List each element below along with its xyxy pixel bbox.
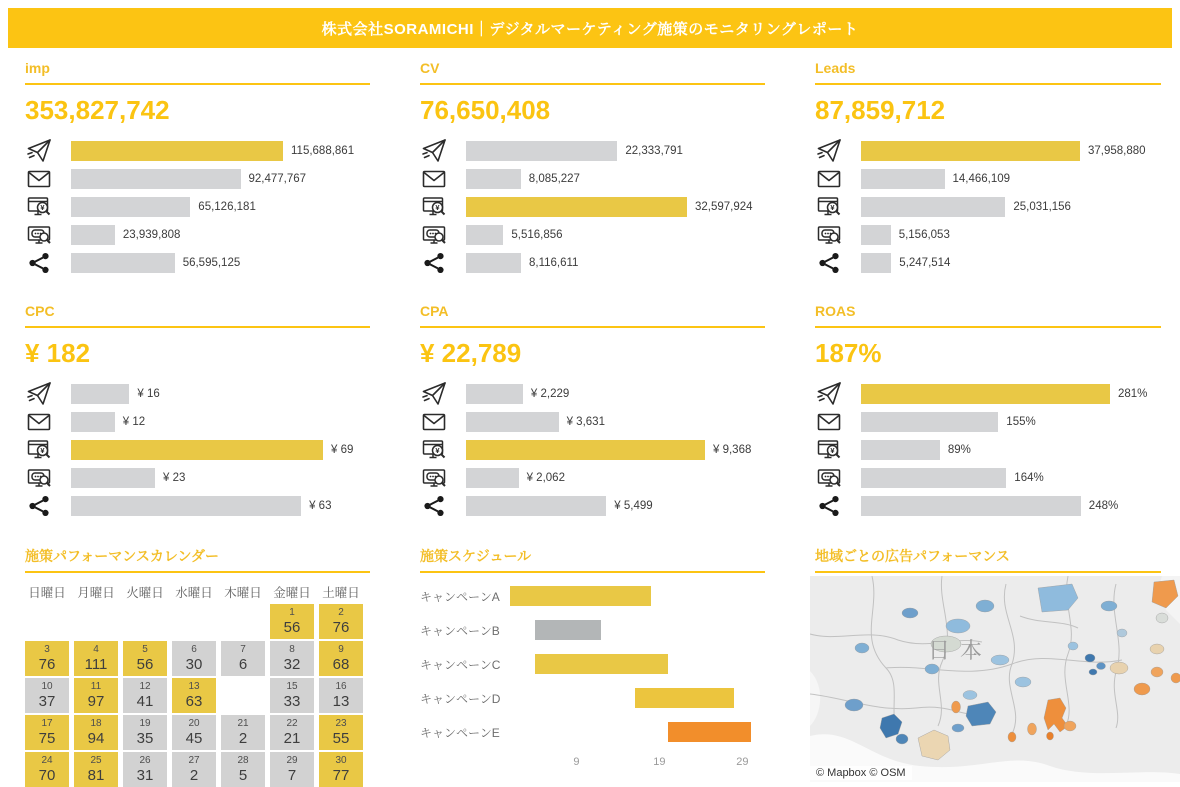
channel-bar-row [420,169,765,189]
map-country-label: 日本 [928,638,993,663]
report-header [8,8,1172,48]
bar-value-label: ¥ 5,499 [614,500,653,512]
channel-bar-row [420,253,765,273]
calendar-empty-cell [172,604,216,639]
day-value: 32 [283,655,301,673]
panel-divider [420,571,765,573]
day-number: 5 [142,644,148,656]
calendar-day-cell[interactable] [25,641,69,676]
sns-ad-icon [25,222,53,248]
kpi-total-value: 87,859,712 [815,95,946,125]
channel-bar[interactable] [71,253,175,273]
paper-plane-icon [420,381,448,407]
calendar-empty-cell [74,604,118,639]
calendar-day-cell[interactable] [319,641,363,676]
day-number: 28 [237,755,249,767]
calendar-empty-cell [221,678,265,713]
svg-text:¥: ¥ [435,446,440,455]
bar-value-label: 8,085,227 [528,173,580,185]
campaign-label: キャンペーンD [420,691,501,706]
weekday-label: 木曜日 [224,586,262,600]
share-icon [25,493,53,519]
channel-bar[interactable] [861,169,945,189]
weekday-label: 日曜日 [28,586,66,600]
day-value: 41 [136,692,154,710]
day-number: 3 [44,644,50,656]
calendar-day-cell[interactable] [270,715,314,750]
share-icon [815,493,843,519]
calendar-empty-cell [123,604,167,639]
day-value: 6 [238,655,248,673]
calendar-day-cell[interactable] [172,752,216,787]
calendar-day-cell[interactable] [123,678,167,713]
panel-divider [420,83,765,85]
panel-title: CPA [420,303,449,319]
report-title: 株式会社SORAMICHI｜デジタルマーケティング施策のモニタリングレポート [321,20,859,38]
bar-value-label: 5,156,053 [898,229,950,241]
envelope-icon [815,166,843,192]
calendar-day-cell[interactable] [74,752,118,787]
envelope-icon [420,409,448,435]
weekday-label: 月曜日 [77,586,115,600]
bar-value-label: 89% [947,444,971,456]
panel-title: imp [25,60,50,76]
paper-plane-icon [815,381,843,407]
day-value: 45 [185,729,203,747]
kpi-panel-leads [815,60,1161,281]
share-icon [25,250,53,276]
day-number: 26 [139,755,151,767]
panel-divider [815,326,1161,328]
channel-bar-row [25,384,370,404]
channel-bar-row [420,197,765,217]
day-value: 21 [283,729,301,747]
day-value: 2 [189,766,199,784]
day-value: 30 [185,655,203,673]
kpi-panel-imp [25,60,370,281]
channel-bar[interactable] [466,197,687,217]
channel-bar[interactable] [466,253,521,273]
sns-ad-icon [420,222,448,248]
day-number: 2 [338,607,344,619]
bar-value-label: 56,595,125 [182,257,241,269]
calendar-day-cell[interactable] [270,678,314,713]
panel-title: CV [420,60,440,76]
channel-bar-row [420,412,765,432]
channel-bar[interactable] [466,169,521,189]
day-number: 9 [338,644,344,656]
day-value: 97 [87,692,105,710]
day-number: 21 [237,718,249,730]
calendar-day-cell[interactable] [319,678,363,713]
panel-title: 施策パフォーマンスカレンダー [25,548,219,564]
calendar-day-cell[interactable] [74,715,118,750]
channel-bar-chart [25,384,370,516]
channel-bar-chart [420,141,765,273]
day-number: 19 [139,718,151,730]
day-value: 33 [283,692,301,710]
gantt-row [420,688,765,708]
gantt-x-axis [420,756,765,770]
search-ad-icon [420,194,448,220]
channel-bar[interactable] [71,440,323,460]
channel-bar[interactable] [861,412,998,432]
channel-bar-row [25,141,370,161]
channel-bar[interactable] [71,468,155,488]
kpi-total-value: ¥ 182 [25,338,91,368]
weekday-label: 水曜日 [175,586,213,600]
day-value: 56 [136,655,154,673]
bar-value-label: 65,126,181 [198,201,256,213]
search-ad-icon [25,194,53,220]
gantt-bar[interactable] [668,722,751,742]
day-value: 56 [283,618,301,636]
calendar-day-cell[interactable] [221,715,265,750]
calendar-day-cell[interactable] [123,715,167,750]
svg-text:¥: ¥ [40,446,45,455]
channel-bar[interactable] [71,169,241,189]
search-ad-icon [815,437,843,463]
calendar-day-cell[interactable] [270,641,314,676]
day-number: 27 [188,755,200,767]
day-value: 37 [38,692,56,710]
map-attribution[interactable]: © Mapbox © OSM [810,766,912,780]
day-value: 31 [136,766,154,784]
channel-bar-row [25,496,370,516]
share-icon [420,493,448,519]
channel-bar-row [815,197,1161,217]
calendar-day-cell[interactable] [25,752,69,787]
panel-title: 施策スケジュール [420,548,532,564]
calendar-day-cell[interactable] [221,752,265,787]
calendar-day-cell[interactable] [319,752,363,787]
channel-bar[interactable] [466,440,705,460]
channel-bar[interactable] [861,225,891,245]
calendar-day-cell[interactable] [123,752,167,787]
channel-bar-row [815,253,1161,273]
gantt-row [420,620,765,640]
gantt-chart [420,586,765,742]
bar-value-label: ¥ 23 [163,472,186,484]
share-icon [815,250,843,276]
gantt-bar[interactable] [535,654,668,674]
region-map[interactable] [810,576,1180,782]
panel-title: 地域ごとの広告パフォーマンス [815,548,1010,564]
bar-value-label: 5,247,514 [899,257,951,269]
weekday-label: 土曜日 [322,586,360,600]
calendar-grid [25,604,370,787]
campaign-label: キャンペーンC [420,657,501,672]
sns-ad-icon [815,465,843,491]
gantt-bar[interactable] [635,688,735,708]
svg-text:¥: ¥ [40,203,45,212]
search-ad-icon [25,437,53,463]
calendar-day-cell[interactable] [123,641,167,676]
day-number: 25 [90,755,102,767]
channel-bar-chart [25,141,370,273]
panel-divider [815,571,1161,573]
channel-bar-row [420,225,765,245]
channel-bar[interactable] [861,384,1110,404]
paper-plane-icon [25,381,53,407]
schedule-panel [420,548,765,770]
bar-value-label: 22,333,791 [625,145,683,157]
calendar-weekday-header [25,583,370,601]
day-number: 12 [139,681,151,693]
channel-bar-row [815,412,1161,432]
envelope-icon [25,166,53,192]
channel-bar-row [420,496,765,516]
channel-bar[interactable] [466,468,519,488]
share-icon [420,250,448,276]
day-number: 22 [286,718,298,730]
channel-bar[interactable] [466,225,503,245]
channel-bar[interactable] [71,197,190,217]
bar-value-label: 37,958,880 [1088,145,1146,157]
day-number: 7 [240,644,246,656]
channel-bar-row [25,169,370,189]
campaign-label: キャンペーンB [420,623,500,638]
day-number: 15 [286,681,298,693]
kpi-panel-roas [815,303,1161,524]
calendar-day-cell[interactable] [172,715,216,750]
channel-bar[interactable] [861,468,1006,488]
sns-ad-icon [25,465,53,491]
day-value: 77 [332,766,350,784]
weekday-label: 金曜日 [273,586,311,600]
calendar-empty-cell [221,604,265,639]
channel-bar[interactable] [466,496,606,516]
campaign-label: キャンペーンA [420,589,500,604]
calendar-day-cell[interactable] [74,678,118,713]
calendar-panel [25,548,370,787]
channel-bar[interactable] [466,141,617,161]
paper-plane-icon [420,138,448,164]
day-value: 35 [136,729,154,747]
channel-bar-row [420,141,765,161]
day-number: 24 [41,755,53,767]
sns-ad-icon [815,222,843,248]
sns-ad-icon [420,465,448,491]
day-value: 75 [38,729,56,747]
day-value: 68 [332,655,350,673]
day-value: 76 [38,655,56,673]
bar-value-label: 164% [1014,472,1044,484]
bar-value-label: ¥ 3,631 [566,416,605,428]
gantt-bar[interactable] [510,586,651,606]
gantt-row [420,654,765,674]
panel-title: Leads [815,60,856,76]
bar-value-label: 25,031,156 [1013,201,1071,213]
channel-bar-row [815,440,1161,460]
day-value: 81 [87,766,105,784]
day-value: 111 [84,655,108,673]
day-value: 63 [185,692,203,710]
kpi-total-value: 187% [815,338,882,368]
channel-bar-row [815,496,1161,516]
channel-bar-row [25,197,370,217]
channel-bar-row [420,384,765,404]
campaign-label: キャンペーンE [420,725,500,740]
bar-value-label: ¥ 69 [331,444,354,456]
day-number: 8 [289,644,295,656]
bar-value-label: ¥ 63 [309,500,332,512]
channel-bar-row [25,253,370,273]
channel-bar[interactable] [71,412,115,432]
channel-bar-row [25,440,370,460]
channel-bar-chart [815,141,1161,273]
day-number: 29 [286,755,298,767]
bar-value-label: ¥ 16 [137,388,160,400]
svg-text:¥: ¥ [830,446,835,455]
day-number: 4 [93,644,99,656]
panel-divider [815,83,1161,85]
channel-bar[interactable] [466,412,559,432]
panel-divider [25,83,370,85]
svg-text:¥: ¥ [830,203,835,212]
bar-value-label: 155% [1006,416,1036,428]
bar-value-label: 92,477,767 [248,173,307,185]
svg-text:¥: ¥ [435,203,440,212]
gantt-row [420,586,765,606]
channel-bar[interactable] [861,440,940,460]
kpi-total-value: ¥ 22,789 [420,338,522,368]
kpi-panel-cv [420,60,765,281]
channel-bar[interactable] [861,141,1080,161]
channel-bar-row [420,440,765,460]
channel-bar-row [25,225,370,245]
panel-divider [25,326,370,328]
search-ad-icon [420,437,448,463]
day-number: 17 [41,718,53,730]
channel-bar-row [25,468,370,488]
channel-bar[interactable] [71,384,129,404]
bar-value-label: 248% [1088,500,1119,512]
channel-bar-row [25,412,370,432]
calendar-day-cell[interactable] [25,715,69,750]
channel-bar[interactable] [71,225,115,245]
channel-bar-row [420,468,765,488]
day-number: 18 [90,718,102,730]
bar-value-label: 23,939,808 [122,229,181,241]
paper-plane-icon [815,138,843,164]
search-ad-icon [815,194,843,220]
bar-value-label: ¥ 9,368 [713,444,752,456]
bar-value-label: 115,688,861 [291,145,355,157]
channel-bar-chart [420,384,765,516]
calendar-day-cell[interactable] [172,678,216,713]
day-number: 1 [289,607,295,619]
day-number: 10 [41,681,53,693]
axis-tick-label: 29 [736,756,749,768]
calendar-day-cell[interactable] [270,752,314,787]
channel-bar[interactable] [861,496,1081,516]
calendar-day-cell[interactable] [319,715,363,750]
channel-bar[interactable] [466,384,523,404]
day-number: 20 [188,718,200,730]
axis-tick-label: 19 [653,756,666,768]
day-number: 16 [335,681,347,693]
calendar-day-cell[interactable] [25,678,69,713]
kpi-total-value: 353,827,742 [25,95,170,125]
channel-bar-row [815,169,1161,189]
channel-bar-row [815,141,1161,161]
kpi-total-value: 76,650,408 [420,95,551,125]
bar-value-label: 5,516,856 [511,229,563,241]
day-value: 70 [38,766,56,784]
weekday-label: 火曜日 [126,586,164,600]
calendar-day-cell[interactable] [221,641,265,676]
kpi-panel-cpc [25,303,370,524]
panel-title: CPC [25,303,55,319]
channel-bar-row [815,225,1161,245]
envelope-icon [815,409,843,435]
calendar-day-cell[interactable] [270,604,314,639]
gantt-bar[interactable] [535,620,601,640]
channel-bar[interactable] [861,253,891,273]
day-value: 13 [332,692,350,710]
day-value: 2 [238,729,248,747]
day-number: 11 [90,681,102,693]
day-value: 7 [287,766,297,784]
bar-value-label: 281% [1118,388,1148,400]
map-panel-header [815,548,1161,573]
bar-value-label: ¥ 12 [122,416,146,428]
day-value: 94 [87,729,105,747]
bar-value-label: ¥ 2,062 [526,472,565,484]
calendar-day-cell[interactable] [74,641,118,676]
panel-divider [25,571,370,573]
japan-choropleth [810,576,1180,782]
calendar-empty-cell [25,604,69,639]
panel-title: ROAS [815,303,856,319]
panel-divider [420,326,765,328]
channel-bar[interactable] [71,141,283,161]
channel-bar-chart [815,384,1161,516]
channel-bar[interactable] [861,197,1005,217]
bar-value-label: ¥ 2,229 [530,388,570,400]
day-number: 23 [335,718,347,730]
paper-plane-icon [25,138,53,164]
calendar-day-cell[interactable] [319,604,363,639]
channel-bar-row [815,468,1161,488]
day-value: 76 [332,618,350,636]
envelope-icon [420,166,448,192]
calendar-day-cell[interactable] [172,641,216,676]
kpi-panel-cpa [420,303,765,524]
day-number: 6 [191,644,197,656]
envelope-icon [25,409,53,435]
day-value: 5 [238,766,248,784]
bar-value-label: 8,116,611 [529,257,579,269]
axis-tick-label: 9 [573,756,580,768]
channel-bar-row [815,384,1161,404]
gantt-row [420,722,765,742]
channel-bar[interactable] [71,496,301,516]
day-number: 13 [188,681,200,693]
bar-value-label: 32,597,924 [695,201,753,213]
bar-value-label: 14,466,109 [952,173,1011,185]
day-number: 30 [335,755,347,767]
day-value: 55 [332,729,350,747]
